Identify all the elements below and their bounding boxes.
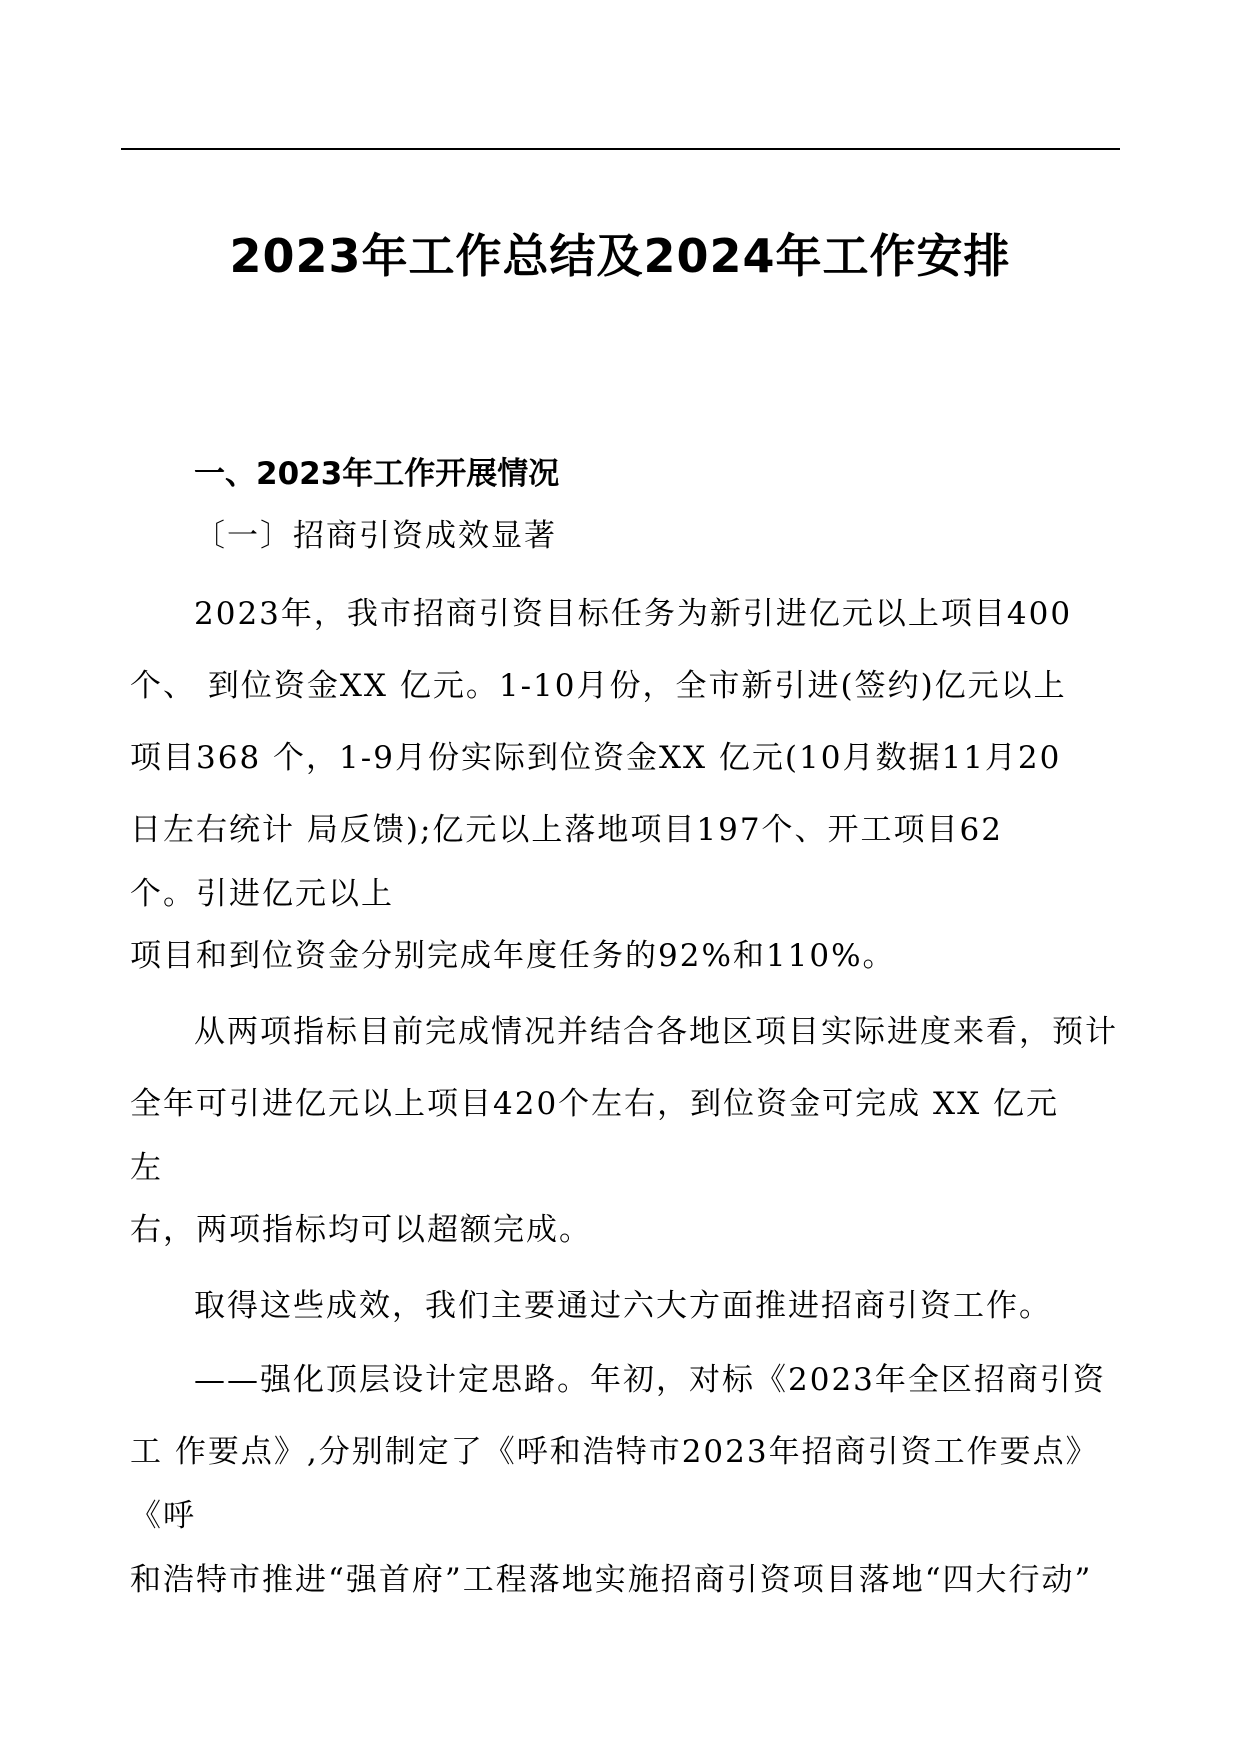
paragraph-line: 《呼 (130, 1498, 196, 1534)
paragraph-line: 和浩特市推进“强首府”工程落地实施招商引资项目落地“四大行动” (130, 1562, 1093, 1598)
paragraph-line: 个、 到位资金XX 亿元。1-10月份，全市新引进(签约)亿元以上 (130, 668, 1067, 704)
section-heading: 一、2023年工作开展情况 (194, 456, 560, 492)
paragraph-line: 右，两项指标均可以超额完成。 (130, 1212, 592, 1248)
paragraph-line: 项目和到位资金分别完成年度任务的92%和110%。 (130, 938, 896, 974)
paragraph-line: 日左右统计 局反馈);亿元以上落地项目197个、开工项目62 (130, 812, 1004, 848)
subsection-heading: 〔一〕招商引资成效显著 (194, 518, 557, 554)
paragraph-line: 取得这些成效，我们主要通过六大方面推进招商引资工作。 (194, 1288, 1052, 1324)
header-rule (121, 148, 1120, 150)
paragraph-line: 工 作要点》,分别制定了《呼和浩特市2023年招商引资工作要点》 (130, 1434, 1099, 1470)
paragraph-line: 个。引进亿元以上 (130, 876, 394, 912)
page-title: 2023年工作总结及2024年工作安排 (229, 229, 1011, 283)
paragraph-line: ——强化顶层设计定思路。年初，对标《2023年全区招商引资 (194, 1362, 1106, 1398)
paragraph-line: 左 (130, 1150, 163, 1186)
paragraph-line: 项目368 个，1-9月份实际到位资金XX 亿元(10月数据11月20 (130, 740, 1062, 776)
paragraph-line: 从两项指标目前完成情况并结合各地区项目实际进度来看，预计 (194, 1014, 1118, 1050)
paragraph-line: 2023年，我市招商引资目标任务为新引进亿元以上项目400 (194, 596, 1073, 632)
paragraph-line: 全年可引进亿元以上项目420个左右，到位资金可完成 XX 亿元 (130, 1086, 1060, 1122)
